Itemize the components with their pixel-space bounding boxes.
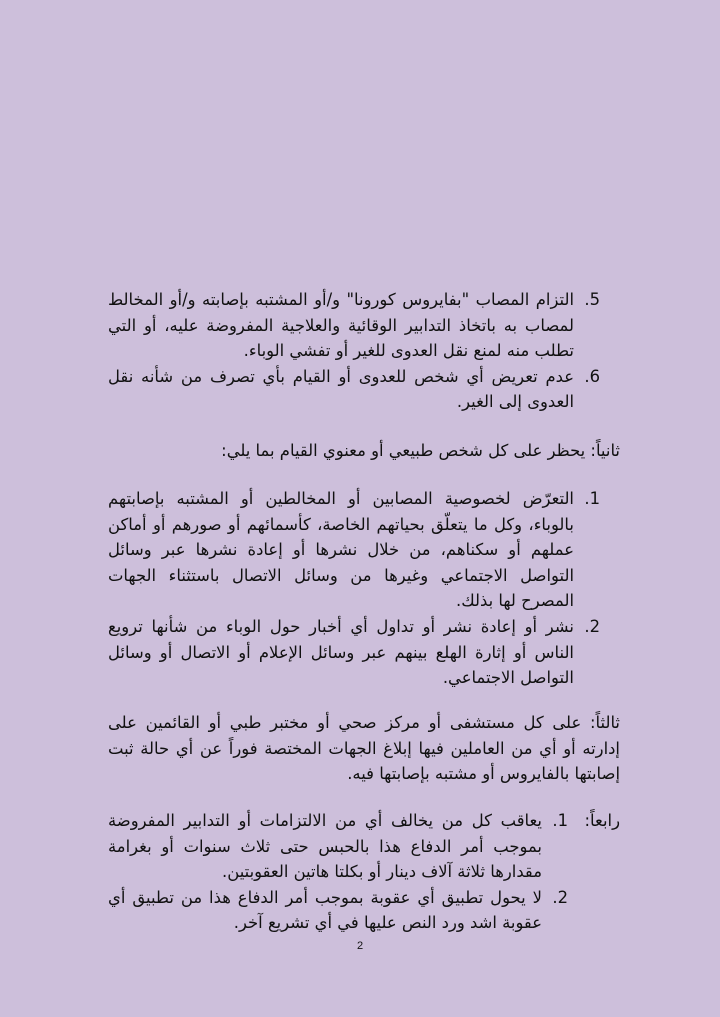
item-number: 5.: [584, 290, 600, 309]
prohibitions-list: [108, 486, 600, 691]
item-text: يعاقب كل من يخالف أي من الالتزامات أو التدابير المفروضة بموجب أمر الدفاع هذا بالحبس حتى ثلاث سنوات أو بغرامة مقدارها ثلاثة آلاف دينار أو بكلتا هاتين العقوبتين.: [108, 811, 542, 882]
item-text: التعرّض لخصوصية المصابين أو المخالطين أو المشتبه بإصابتهم بالوباء، وكل ما يتعلّق بحياتهم الخاصة، كأسمائهم أو صورهم أو أماكن عملهم أو سكناهم، من خلال نشرها أو إعادة نشرها عبر وسائل التواصل الاجتماعي وغيرها من وسائل الاتصال باستثناء الجهات المصرح لها بذلك.: [108, 489, 574, 611]
item-text: لا يحول تطبيق أي عقوبة بموجب أمر الدفاع هذا من تطبيق أي عقوبة اشد ورد النص عليها في أي تشريع آخر.: [108, 887, 542, 933]
item-number: 1.: [584, 489, 600, 508]
item-number: 2.: [552, 887, 568, 907]
section-third: [108, 710, 620, 787]
list-item: [108, 287, 600, 364]
item-number: 2.: [584, 616, 600, 636]
section-heading: ثانياً: يحظر على كل شخص طبيعي أو معنوي القيام بما يلي:: [221, 441, 620, 460]
list-item: [108, 885, 594, 936]
section-fourth: [108, 808, 620, 936]
item-text: التزام المصاب "بفايروس كورونا" و/أو المشتبه بإصابته و/أو المخالط لمصاب به باتخاذ التدابير الوقائية والعلاجية المفروضة عليه، أو التي تطلب منه لمنع نقل العدوى للغير أو تفشي الوباء.: [108, 290, 574, 361]
obligations-list-continued: [108, 287, 600, 415]
item-text: عدم تعريض أي شخص للعدوى أو القيام بأي تصرف من شأنه نقل العدوى إلى الغير.: [108, 366, 574, 412]
item-number: 1.: [552, 811, 568, 830]
list-item: [108, 808, 568, 885]
list-item: [108, 614, 600, 691]
item-number: 6.: [584, 366, 600, 386]
section-paragraph: ثالثاً: على كل مستشفى أو مركز صحي أو مختبر طبي أو القائمين على إدارته أو أي من العاملين فيها إبلاغ الجهات المختصة فوراً عن أي حالة ثبت إصابتها بالفايروس أو مشتبه بإصابتها فيه.: [108, 713, 620, 784]
page-number: 2: [356, 940, 364, 952]
item-text: نشر أو إعادة نشر أو تداول أي أخبار حول الوباء من شأنها ترويع الناس أو إثارة الهلع بينهم عبر وسائل الإعلام أو الاتصال أو وسائل التواصل الاجتماعي.: [108, 616, 574, 688]
section-second-heading: [108, 438, 620, 464]
list-item: [108, 364, 600, 415]
list-item: [108, 486, 600, 614]
section-label: رابعاً:: [584, 811, 620, 830]
penalties-list: [108, 808, 620, 936]
